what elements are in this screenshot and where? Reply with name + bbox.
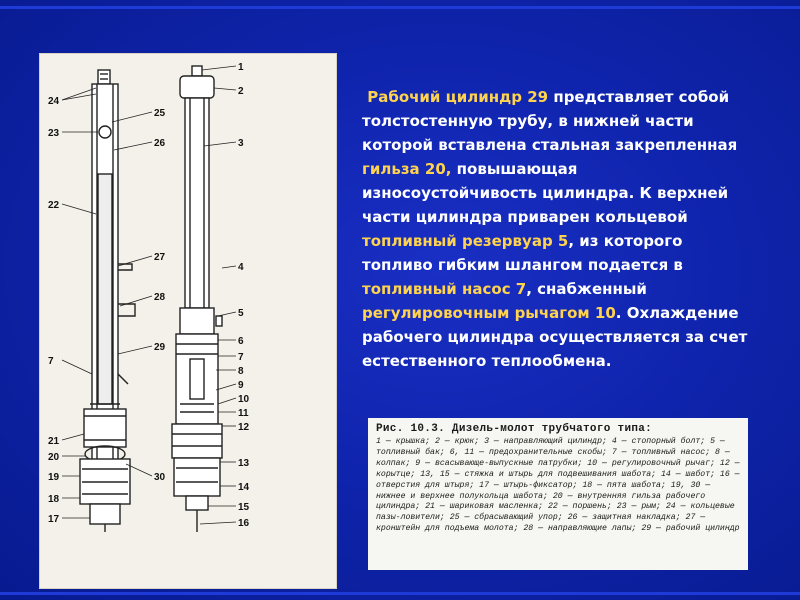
callout-label-13: 13: [238, 458, 250, 469]
callout-label-11: 11: [238, 408, 249, 419]
callout-label-19: 19: [48, 472, 60, 483]
callout-label-10: 10: [238, 394, 250, 405]
callout-label-4: 4: [238, 262, 244, 273]
figure-caption: [368, 418, 748, 570]
text-segment: повышающая износоустойчивость цилиндра. К верхней части цилиндра приварен кольцевой: [362, 160, 729, 226]
description-paragraph: [362, 85, 752, 373]
callout-label-16: 16: [238, 518, 250, 529]
text-segment: представляет собой толстостенную трубу, в нижней части которой вставлена стальная закрепленная: [362, 88, 738, 154]
callout-label-26: 26: [154, 138, 166, 149]
callout-label-27: 27: [154, 252, 166, 263]
text-segment: , из которого топливо гибким шлангом подается в: [362, 232, 683, 274]
term-adjusting-lever: регулировочным рычагом 10: [362, 304, 616, 322]
callout-label-29: 29: [154, 342, 166, 353]
callout-label-23: 23: [48, 128, 60, 139]
drawing-svg: [40, 54, 336, 588]
callout-label-7: 7: [238, 352, 244, 363]
callout-label-24: 24: [48, 96, 60, 107]
callout-label-8: 8: [238, 366, 244, 377]
callout-label-7: 7: [48, 356, 54, 367]
callout-label-28: 28: [154, 292, 166, 303]
callout-label-1: 1: [238, 62, 244, 73]
term-fuel-tank: топливный резервуар 5: [362, 232, 569, 250]
caption-title: Рис. 10.3. Дизель-молот трубчатого типа:: [376, 423, 653, 435]
callout-label-17: 17: [48, 514, 60, 525]
callout-label-25: 25: [154, 108, 166, 119]
callout-label-5: 5: [238, 308, 244, 319]
callout-label-20: 20: [48, 452, 60, 463]
callout-label-9: 9: [238, 380, 244, 391]
callout-label-14: 14: [238, 482, 250, 493]
callout-label-21: 21: [48, 436, 60, 447]
bottom-divider: [0, 592, 800, 595]
callout-label-6: 6: [238, 336, 244, 347]
callout-label-30: 30: [154, 472, 166, 483]
text-segment: . Охлаждение рабочего цилиндра осуществляется за счет естественного теплообмена.: [362, 304, 748, 370]
diesel-hammer-drawing: [40, 54, 336, 588]
caption-legend: 1 — крышка; 2 — крюк; 3 — направляющий цилиндр; 4 — стопорный болт; 5 — топливный бак; 6, 11 — предохранительные скобы; 7 — топливный насос; 8 — колпак; 9 — всасывающе-выпускные патрубки; 10 — регулировочный рычаг; 12 — корытце; 13, 15 — стяжка и штырь для подвешивания шабота; 14 — шабот; 16 — отверстия для штыря; 17 — штырь-фиксатор; 18 — пята шабота; 19, 30 — нижнее и верхнее полукольца шабота; 20 — внутренняя гильза рабочего цилиндра; 21 — шариковая масленка; 22 — поршень; 23 — рым; 24 — кольцевые пазы-ловители; 25 — сбрасывающий упор; 26 — защитная накладка; 27 — кронштейн для подъема молота; 28 — направляющие лапы; 29 — рабочий цилиндр: [376, 437, 740, 534]
callout-label-3: 3: [238, 138, 244, 149]
term-fuel-pump: топливный насос 7: [362, 280, 527, 298]
callout-label-15: 15: [238, 502, 250, 513]
callout-label-2: 2: [238, 86, 244, 97]
term-working-cylinder: Рабочий цилиндр 29: [367, 88, 549, 106]
callout-label-12: 12: [238, 422, 250, 433]
callout-label-22: 22: [48, 200, 60, 211]
text-segment: , снабженный: [526, 280, 647, 298]
top-divider: [0, 6, 800, 9]
term-liner: гильза 20,: [362, 160, 452, 178]
callout-label-18: 18: [48, 494, 60, 505]
